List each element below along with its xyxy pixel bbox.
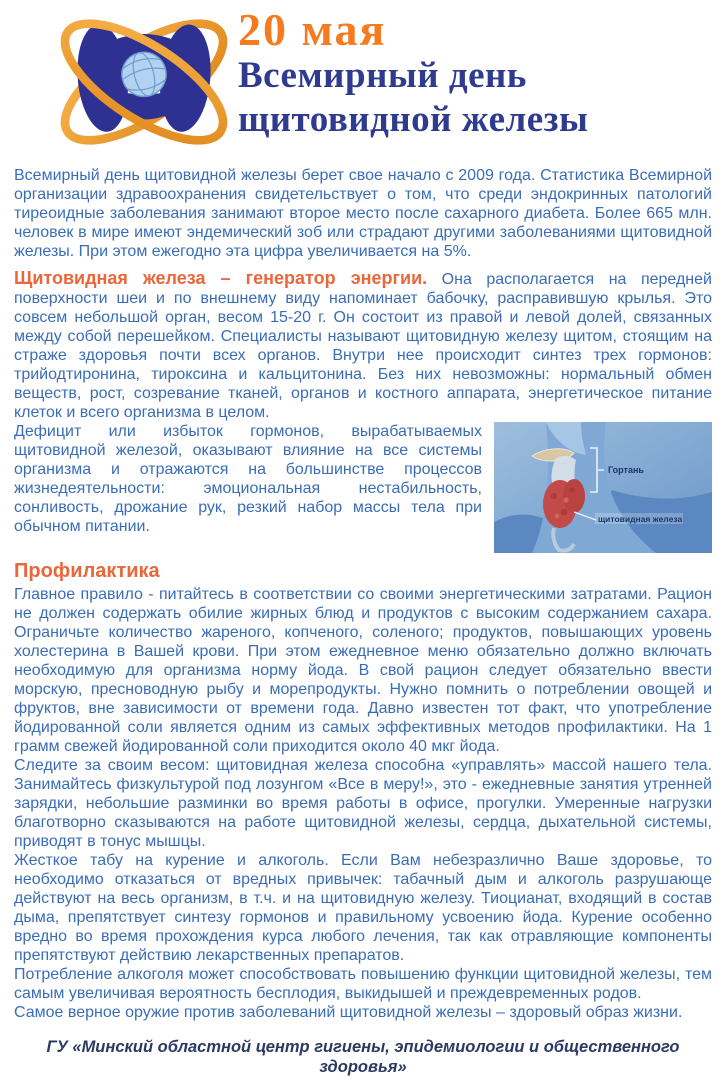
thyroid-anatomy-figure [494,422,712,553]
footer-credit: ГУ «Минский областной центр гигиены, эпидемиологии и общественного здоровья» [46,1038,680,1076]
prevention-heading: Профилактика [14,560,160,582]
weight-paragraph: Следите за своим весом: щитовидная железа способна «управлять» массой нашего тела. Занимайтесь физкультурой под лозунгом «Все в меру!», это - ежедневные занятия утренней зарядки, небольшие разминки во время работы в офисе, прогулки. Умеренные нагрузки благотворно сказываются на работе щитовидной железы, сердца, дыхательной системы, приводят в тонус мышцы. [14,757,712,850]
intro-paragraph: Всемирный день щитовидной железы берет свое начало с 2009 года. Статистика Всемирной организации здравоохранения свидетельствует о том, что среди эндокринных патологий тиреоидные заболевания занимают второе место после сахарного диабета. Более 665 млн. человек в мире имеют эндемический зоб или страдают другими заболеваниями щитовидной железы. При этом ежегодно эта цифра увеличивается на 5%. [14,167,712,260]
figure-label-thyroid: щитовидная железа [598,514,683,524]
figure-label-larynx: Гортань [608,465,644,475]
gland-paragraph [14,269,712,422]
conclusion-paragraph: Самое верное оружие против заболеваний щитовидной железы – здоровый образ жизни. [14,1004,683,1021]
deficit-paragraph: Дефицит или избыток гормонов, вырабатываемых щитовидной железой, оказывают влияние на все системы организма и отражаются на большинстве процессов жизнедеятельности: эмоциональная нестабильность, сонливость, дрожание рук, резкий набор массы тела при обычном питании. [14,423,482,535]
title-date: 20 мая [238,4,387,55]
gland-paragraph-text: Она располагается на передней поверхности шеи и по внешнему виду напоминает бабочку, расправившую крылья. Это совсем небольшой орган, весом 15-20 г. Он состоит из правой и левой долей, связанных между собой перешейком. Специалисты называют щитовидную железу щитом, стоящим на страже здоровья почти всех органов. Внутри нее происходит синтез трех гормонов: трийодтиронина, тироксина и кальцитонина. Без них невозможны: нормальный обмен веществ, рост, созревание тканей, органов и костного аппарата, энергетическое питание клеток и всего организма в целом. [14,271,712,421]
thyroid-day-logo-icon [48,5,240,159]
title-line-2: щитовидной железы [238,99,589,140]
smoking-paragraph: Жесткое табу на курение и алкоголь. Если Вам небезразлично Ваше здоровье, то необходимо отказаться от вредных привычек: табачный дым и алкоголь разрушающе действуют на весь организм, в т.ч. и на щитовидную железу. Тиоцианат, входящий в состав дыма, препятствует синтезу гормонов и правильному усвоению йода. Курение особенно вредно во время прохождения курса любого лечения, так как отравляющие компоненты препятствуют действию лекарственных препаратов. [14,852,712,964]
title-line-1: Всемирный день [238,55,527,96]
page-title [238,6,588,142]
header [14,0,712,166]
nutrition-paragraph: Главное правило - питайтесь в соответствии со своими энергетическими затратами. Рацион не должен содержать обилие жирных блюд и продуктов с высоким содержанием сахара. Ограничьте количество жареного, копченого, соленого; продуктов, повышающих уровень холестерина в Вашей крови. При этом ежедневное меню обязательно должно включать необходимую для организма норму йода. В свой рацион следует обязательно ввести морскую, пресноводную рыбу и морепродукты. Нужно помнить о потреблении овощей и фруктов, вне зависимости от времени года. Давно известен тот факт, что употребление йодированной соли является одним из самых эффективных методов профилактики. На 1 грамм свежей йодированной соли приходится около 40 мкг йода. [14,586,712,755]
gland-heading-inline: Щитовидная железа – генератор энергии. [14,268,428,288]
alcohol-paragraph: Потребление алкоголя может способствовать повышению функции щитовидной железы, тем самым увеличивая вероятность бесплодия, выкидышей и преждевременных родов. [14,966,712,1002]
